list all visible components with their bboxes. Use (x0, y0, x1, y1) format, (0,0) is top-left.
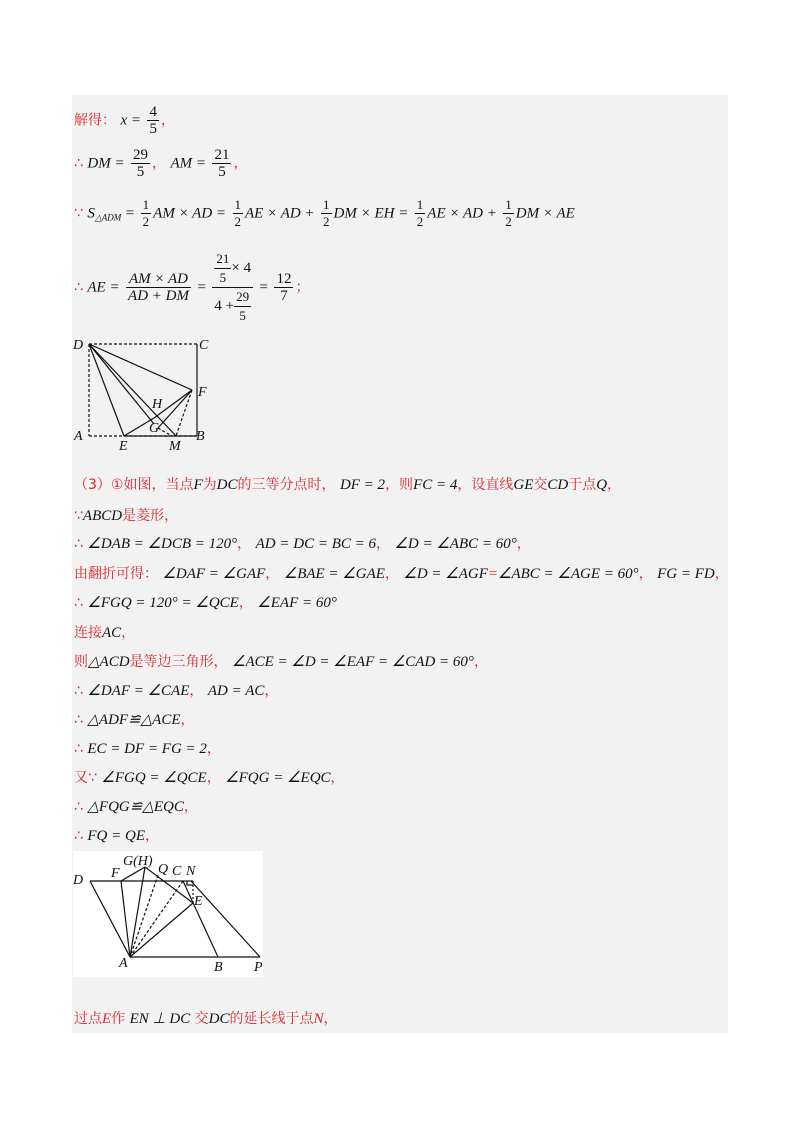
ae-line: ∴ AE = $\frac{AM \times AD}{AD + DM}$ = $\frac{21}{5}$ × 4 4 + $\frac{29}{5}$ = $\frac{12}{7}$ ； (74, 251, 310, 323)
label-B: B (214, 960, 223, 975)
label-A: A (74, 429, 83, 444)
ec-line: ∴ EC = DF = FG = 2， (74, 741, 221, 757)
connect-line: 连接AC， (74, 625, 136, 641)
solve-line: 解得： x = $\frac{4}{5}$ ， (74, 104, 175, 137)
label-G: G (149, 421, 160, 436)
label-B: B (196, 429, 205, 444)
label-C: C (172, 864, 182, 879)
daf-line: ∴ ∠DAF = ∠CAE， AD = AC， (74, 683, 279, 699)
also-line: 又∵ ∠FGQ = ∠QCE， ∠FQG = ∠EQC， (74, 770, 345, 786)
label-C: C (199, 338, 209, 353)
label-E: E (119, 439, 128, 454)
figure-rectangle (72, 332, 212, 454)
rhombus-line: ∵ABCD是菱形， (74, 508, 179, 524)
label-Q: Q (158, 862, 169, 877)
label-E: E (194, 894, 203, 909)
label-A: A (119, 956, 128, 971)
fraction: $\frac{4}{5}$ (149, 104, 157, 137)
area-line: ∵ $S_{\triangle ADM}$ = $\frac{1}{2}$ AM × AD = $\frac{1}{2}$ AE × AD + $\frac{1}{2}$ DM × EH = $\frac{1}{2}$ AE × AD + $\frac{1}{2}$ DM × AE (74, 197, 575, 229)
fgq-line: ∴ ∠FGQ = 120° = ∠QCE， ∠EAF = 60° (74, 595, 337, 611)
perpendicular-line: 过点E作 EN ⊥ DC 交DC的延长线于点N， (74, 1011, 338, 1027)
congruent-line-2: ∴ △FQG≌△EQC， (74, 799, 198, 815)
fq-line: ∴ FQ = QE， (74, 828, 159, 844)
label-N: N (186, 864, 196, 879)
congruent-line-1: ∴ △ADF≌△ACE， (74, 712, 195, 728)
angles-line: ∴ ∠DAB = ∠DCB = 120°， AD = DC = BC = 6， ∠D = ∠ABC = 60°， (74, 536, 531, 552)
equilateral-line: 则△ACD是等边三角形， ∠ACE = ∠D = ∠EAF = ∠CAD = 60°， (74, 654, 488, 670)
fold-line: 由翻折可得： ∠DAF = ∠GAF， ∠BAE = ∠GAE， ∠D = ∠AGF=∠ABC = ∠AGE = 60°， FG = FD， (74, 566, 729, 582)
dm-am-line: ∴ DM = $\frac{29}{5}$ ， AM = $\frac{21}{5}$ ， (74, 147, 248, 180)
label-F: F (198, 385, 207, 400)
label-M: M (169, 439, 181, 454)
label-D: D (73, 338, 84, 353)
label-H: H (152, 397, 163, 412)
part3-intro: （3）①如图，当点F为DC的三等分点时， DF = 2，则FC = 4，设直线GE交CD于点Q， (74, 477, 622, 493)
label-GH: G(H) (123, 854, 153, 869)
complex-fraction: $\frac{21}{5}$ × 4 4 + $\frac{29}{5}$ (214, 251, 252, 323)
label-D: D (73, 873, 84, 888)
figure-rhombus (73, 851, 263, 977)
label-P: P (254, 960, 263, 975)
label-F: F (111, 866, 120, 881)
